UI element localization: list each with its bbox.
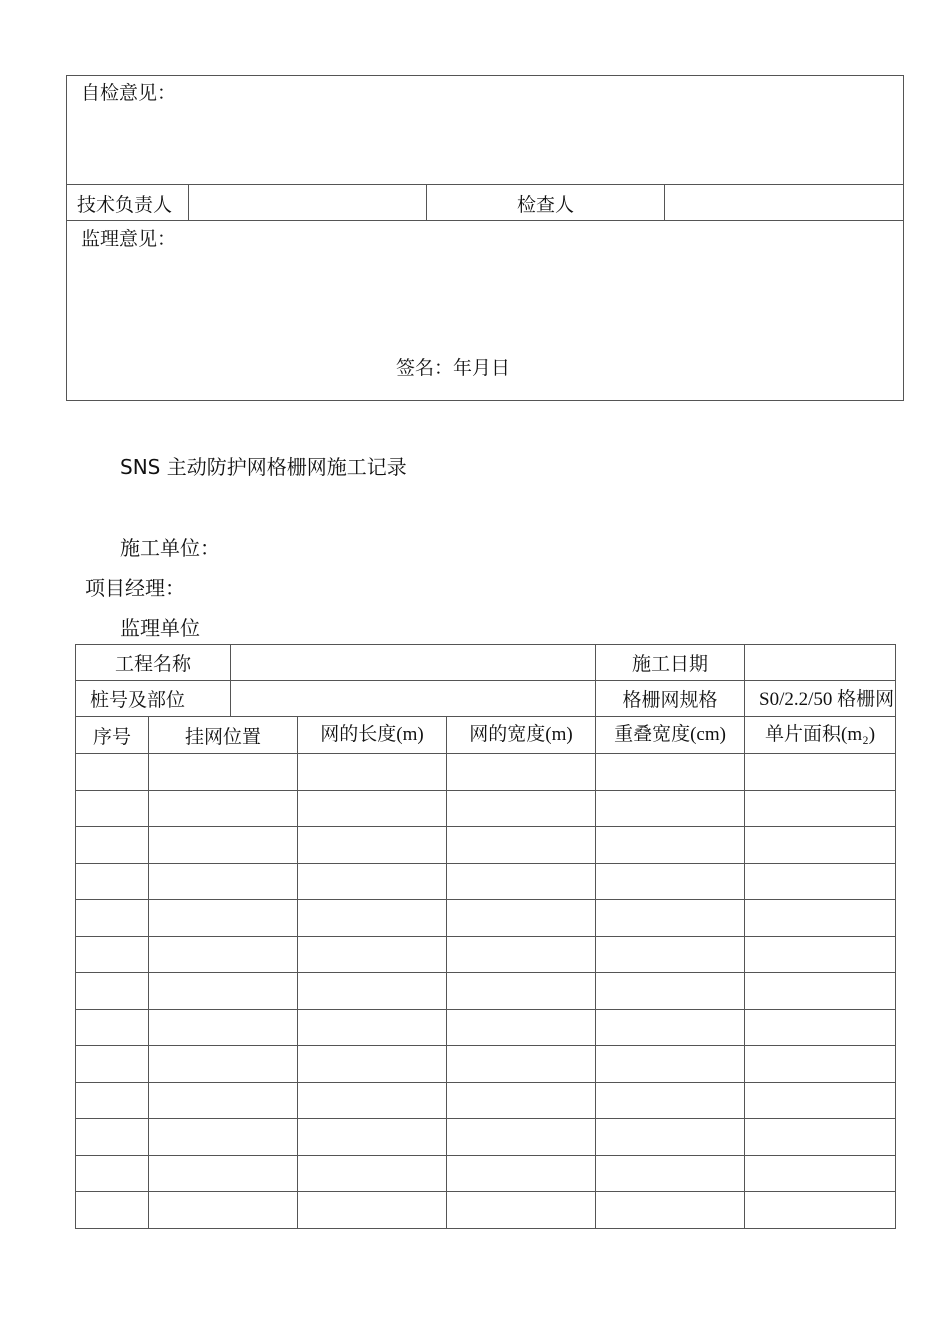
table-cell[interactable]: [298, 754, 447, 791]
table-cell[interactable]: [447, 1119, 596, 1156]
table-row: [76, 1155, 896, 1192]
column-header: 单片面积(m₂): [745, 717, 896, 754]
table-cell[interactable]: [596, 1192, 745, 1229]
table-cell[interactable]: [149, 1046, 298, 1083]
project-info-row: [76, 645, 896, 681]
table-cell[interactable]: [447, 1155, 596, 1192]
construction-date-label: 施工日期: [596, 645, 745, 681]
table-cell[interactable]: [76, 754, 149, 791]
table-cell[interactable]: [745, 1192, 896, 1229]
table-row: [76, 754, 896, 791]
table-cell[interactable]: [447, 900, 596, 937]
table-cell[interactable]: [76, 973, 149, 1010]
table-cell[interactable]: [298, 1155, 447, 1192]
column-header-row: [76, 717, 896, 754]
table-row: [76, 863, 896, 900]
table-cell[interactable]: [298, 827, 447, 864]
supervision-unit-label: 监理单位: [120, 616, 200, 640]
table-row: [76, 1082, 896, 1119]
table-cell[interactable]: [298, 1119, 447, 1156]
table-cell[interactable]: [298, 900, 447, 937]
station-label: 桩号及部位: [76, 681, 231, 717]
table-cell[interactable]: [149, 1009, 298, 1046]
table-cell[interactable]: [596, 900, 745, 937]
table-cell[interactable]: [149, 1119, 298, 1156]
table-cell[interactable]: [76, 1082, 149, 1119]
table-cell[interactable]: [596, 790, 745, 827]
supervisor-opinion-field[interactable]: [67, 252, 903, 352]
table-cell[interactable]: [76, 1046, 149, 1083]
table-cell[interactable]: [745, 1119, 896, 1156]
column-header: 挂网位置: [149, 717, 298, 754]
table-cell[interactable]: [298, 1192, 447, 1229]
table-cell[interactable]: [745, 973, 896, 1010]
table-cell[interactable]: [596, 1155, 745, 1192]
grid-spec-value: S0/2.2/50 格栅网: [745, 681, 896, 717]
table-row: [76, 900, 896, 937]
table-cell[interactable]: [149, 1155, 298, 1192]
inspector-field[interactable]: [665, 185, 903, 219]
table-row: [76, 827, 896, 864]
table-cell[interactable]: [149, 900, 298, 937]
table-cell[interactable]: [596, 1009, 745, 1046]
grid-spec-label: 格栅网规格: [596, 681, 745, 717]
table-row: [76, 790, 896, 827]
table-cell[interactable]: [76, 790, 149, 827]
table-cell[interactable]: [745, 1009, 896, 1046]
table-cell[interactable]: [745, 900, 896, 937]
table-cell[interactable]: [596, 754, 745, 791]
tech-lead-label: 技术负责人: [77, 195, 173, 216]
table-row: [76, 973, 896, 1010]
divider: [67, 220, 903, 221]
table-cell[interactable]: [298, 1009, 447, 1046]
table-cell[interactable]: [149, 973, 298, 1010]
project-manager-label: 项目经理：: [85, 576, 185, 600]
table-cell[interactable]: [149, 827, 298, 864]
table-cell[interactable]: [447, 973, 596, 1010]
table-cell[interactable]: [298, 936, 447, 973]
table-cell[interactable]: [298, 973, 447, 1010]
table-cell[interactable]: [76, 1009, 149, 1046]
supervisor-opinion-label: 监理意见：: [81, 229, 177, 250]
table-cell[interactable]: [596, 863, 745, 900]
table-row: [76, 1192, 896, 1229]
table-cell[interactable]: [298, 863, 447, 900]
record-rows: [76, 754, 896, 1229]
construction-date-field[interactable]: [745, 645, 896, 681]
table-cell[interactable]: [447, 754, 596, 791]
table-cell[interactable]: [745, 754, 896, 791]
table-row: [76, 1046, 896, 1083]
table-cell[interactable]: [596, 827, 745, 864]
table-cell[interactable]: [745, 790, 896, 827]
self-check-label: 自检意见：: [81, 83, 177, 104]
signature-line: 签名：年月日: [396, 358, 511, 379]
self-check-field[interactable]: [67, 106, 903, 182]
table-cell[interactable]: [298, 790, 447, 827]
project-name-label: 工程名称: [76, 645, 231, 681]
table-cell[interactable]: [76, 936, 149, 973]
project-name-field[interactable]: [231, 645, 596, 681]
table-cell[interactable]: [76, 900, 149, 937]
table-row: [76, 936, 896, 973]
tech-lead-field[interactable]: [189, 185, 425, 219]
inspection-form: [66, 75, 904, 401]
table-cell[interactable]: [298, 1046, 447, 1083]
table-cell[interactable]: [596, 1119, 745, 1156]
table-cell[interactable]: [149, 754, 298, 791]
table-cell[interactable]: [596, 973, 745, 1010]
table-cell[interactable]: [596, 936, 745, 973]
table-cell[interactable]: [76, 863, 149, 900]
table-cell[interactable]: [447, 827, 596, 864]
table-cell[interactable]: [149, 1192, 298, 1229]
column-header: 网的长度(m): [298, 717, 447, 754]
table-cell[interactable]: [149, 863, 298, 900]
table-cell[interactable]: [447, 1009, 596, 1046]
inspector-label: 检查人: [516, 195, 574, 216]
table-cell[interactable]: [447, 936, 596, 973]
table-cell[interactable]: [149, 1082, 298, 1119]
project-info-row: [76, 681, 896, 717]
table-cell[interactable]: [76, 827, 149, 864]
table-cell[interactable]: [447, 1192, 596, 1229]
table-cell[interactable]: [745, 1155, 896, 1192]
record-title: SNS 主动防护网格栅网施工记录: [120, 455, 407, 479]
table-cell[interactable]: [745, 863, 896, 900]
table-cell[interactable]: [76, 1192, 149, 1229]
station-field[interactable]: [231, 681, 596, 717]
table-cell[interactable]: [596, 1082, 745, 1119]
table-cell[interactable]: [298, 1082, 447, 1119]
table-cell[interactable]: [596, 1046, 745, 1083]
table-row: [76, 1119, 896, 1156]
column-header: 序号: [76, 717, 149, 754]
table-cell[interactable]: [447, 790, 596, 827]
table-cell[interactable]: [745, 936, 896, 973]
construction-record-table: [75, 644, 896, 1229]
table-cell[interactable]: [76, 1119, 149, 1156]
table-cell[interactable]: [745, 827, 896, 864]
table-cell[interactable]: [745, 1082, 896, 1119]
table-cell[interactable]: [447, 1046, 596, 1083]
table-row: [76, 1009, 896, 1046]
table-cell[interactable]: [447, 1082, 596, 1119]
table-cell[interactable]: [447, 863, 596, 900]
column-header: 重叠宽度(cm): [596, 717, 745, 754]
contractor-label: 施工单位：: [120, 536, 220, 560]
table-cell[interactable]: [149, 790, 298, 827]
table-cell[interactable]: [76, 1155, 149, 1192]
table-cell[interactable]: [149, 936, 298, 973]
column-header: 网的宽度(m): [447, 717, 596, 754]
table-cell[interactable]: [745, 1046, 896, 1083]
